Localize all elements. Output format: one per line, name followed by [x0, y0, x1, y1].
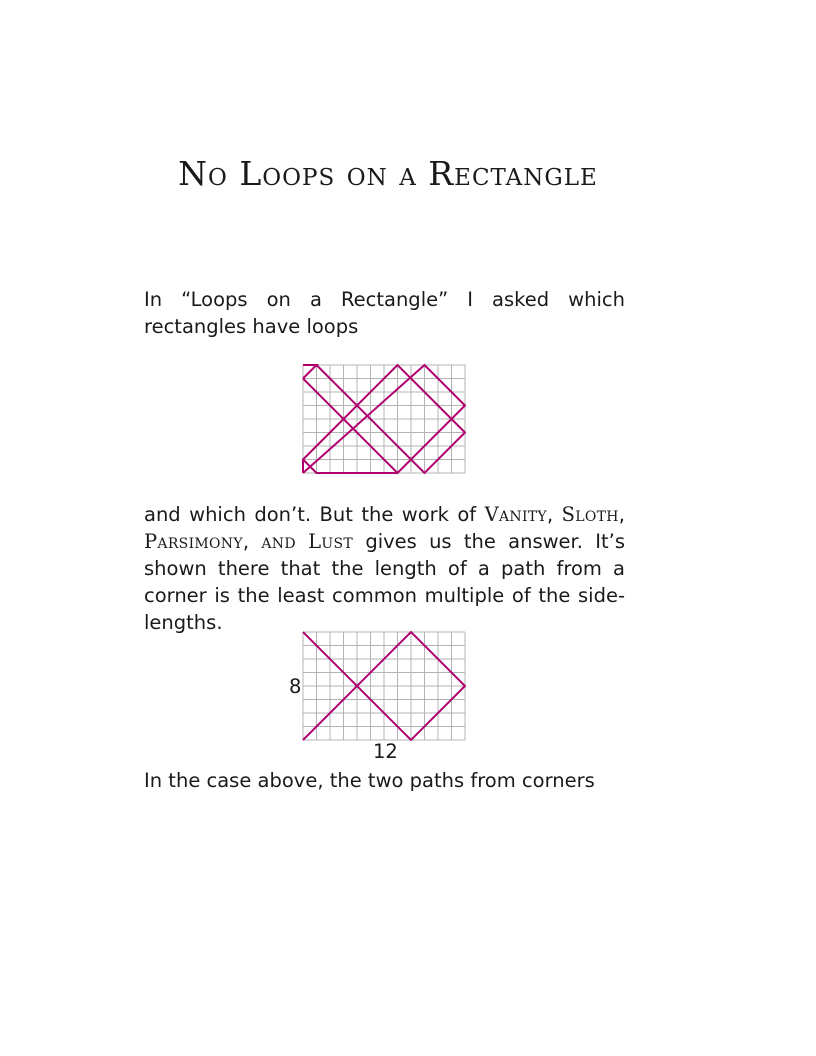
- path-grid-diagram: [303, 632, 465, 740]
- answer-text-after: gives us the answer. It’s shown there that the length of a path from a corner is the least common multiple of the side-lengths.: [144, 530, 625, 634]
- answer-text-before: and which don’t. But the work of: [144, 503, 485, 526]
- closing-paragraph: In the case above, the two paths from corners: [144, 769, 595, 792]
- separator: ,: [546, 503, 562, 526]
- separator: [296, 530, 308, 553]
- height-label: 8: [289, 675, 302, 698]
- ref-lust: Lust: [308, 530, 354, 553]
- page-title: No Loops on a Rectangle: [178, 154, 598, 193]
- intro-paragraph: In “Loops on a Rectangle” I asked which rectangles have loops: [144, 288, 625, 338]
- ref-parsimony: Parsimony: [144, 530, 243, 553]
- answer-paragraph: [144, 501, 625, 636]
- loop-figure: [303, 365, 465, 473]
- ref-vanity: Vanity: [484, 503, 547, 526]
- path-line: [303, 365, 317, 379]
- loop-grid-diagram: [303, 365, 465, 473]
- separator: ,: [242, 530, 262, 553]
- ref-sloth: Sloth: [561, 503, 619, 526]
- separator: ,: [618, 503, 625, 526]
- ref-and: and: [261, 530, 296, 553]
- width-label: 12: [373, 740, 398, 763]
- path-figure: [303, 632, 465, 740]
